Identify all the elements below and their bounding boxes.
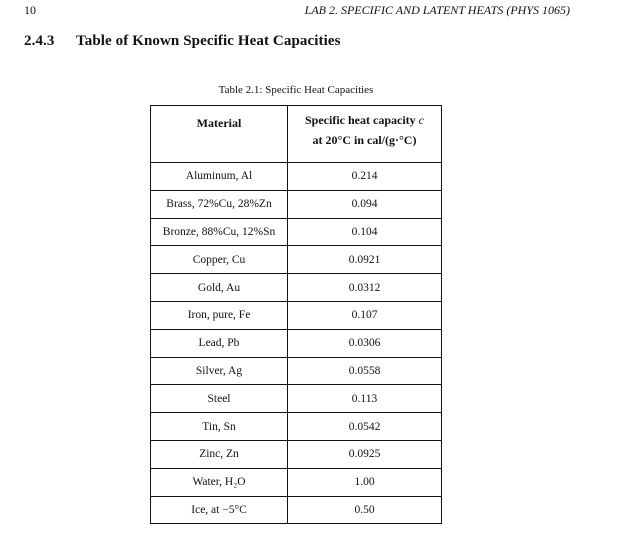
table-row: [151, 246, 442, 274]
material-cell: Tin, Sn: [151, 413, 288, 441]
capacity-cell: 0.0312: [288, 274, 442, 302]
page-number: 10: [24, 3, 36, 17]
section-number: 2.4.3: [24, 33, 55, 49]
table-row: [151, 468, 442, 496]
material-cell: Lead, Pb: [151, 329, 288, 357]
section-heading: [24, 33, 341, 50]
material-cell: Aluminum, Al: [151, 163, 288, 191]
material-cell: Zinc, Zn: [151, 440, 288, 468]
material-cell: Steel: [151, 385, 288, 413]
column-header-material: Material: [151, 106, 288, 163]
material-cell: Iron, pure, Fe: [151, 301, 288, 329]
table-caption: Table 2.1: Specific Heat Capacities: [218, 84, 374, 96]
column-header-capacity: [288, 106, 442, 163]
capacity-cell: 0.0921: [288, 246, 442, 274]
table-row: [151, 274, 442, 302]
section-title: Table of Known Specific Heat Capacities: [76, 33, 341, 49]
capacity-cell: 1.00: [288, 468, 442, 496]
material-cell: Brass, 72%Cu, 28%Zn: [151, 190, 288, 218]
material-cell: Gold, Au: [151, 274, 288, 302]
column-header-capacity-line2: at 20°C in cal/(g·°C): [312, 133, 417, 147]
column-header-capacity-line1: Specific heat capacity: [305, 113, 416, 127]
material-cell: Copper, Cu: [151, 246, 288, 274]
table-header-row: [151, 106, 442, 163]
material-cell: Ice, at −5°C: [151, 496, 288, 524]
capacity-cell: 0.094: [288, 190, 442, 218]
table-row: [151, 301, 442, 329]
material-cell: Water, H₂O: [151, 468, 288, 496]
capacity-cell: 0.0558: [288, 357, 442, 385]
table-row: [151, 357, 442, 385]
capacity-cell: 0.50: [288, 496, 442, 524]
capacity-cell: 0.214: [288, 163, 442, 191]
material-cell: Silver, Ag: [151, 357, 288, 385]
material-cell: Bronze, 88%Cu, 12%Sn: [151, 218, 288, 246]
table-row: [151, 190, 442, 218]
table-row: [151, 329, 442, 357]
capacity-cell: 0.113: [288, 385, 442, 413]
table-row: [151, 218, 442, 246]
capacity-cell: 0.0925: [288, 440, 442, 468]
table-row: [151, 440, 442, 468]
capacity-cell: 0.0306: [288, 329, 442, 357]
running-header: LAB 2. SPECIFIC AND LATENT HEATS (PHYS 1065): [304, 3, 570, 17]
table-row: [151, 496, 442, 524]
table-row: [151, 413, 442, 441]
capacity-cell: 0.104: [288, 218, 442, 246]
column-header-capacity-symbol: c: [418, 113, 424, 127]
capacity-cell: 0.107: [288, 301, 442, 329]
capacity-cell: 0.0542: [288, 413, 442, 441]
table-row: [151, 385, 442, 413]
specific-heat-table: [150, 105, 442, 524]
table-row: [151, 163, 442, 191]
